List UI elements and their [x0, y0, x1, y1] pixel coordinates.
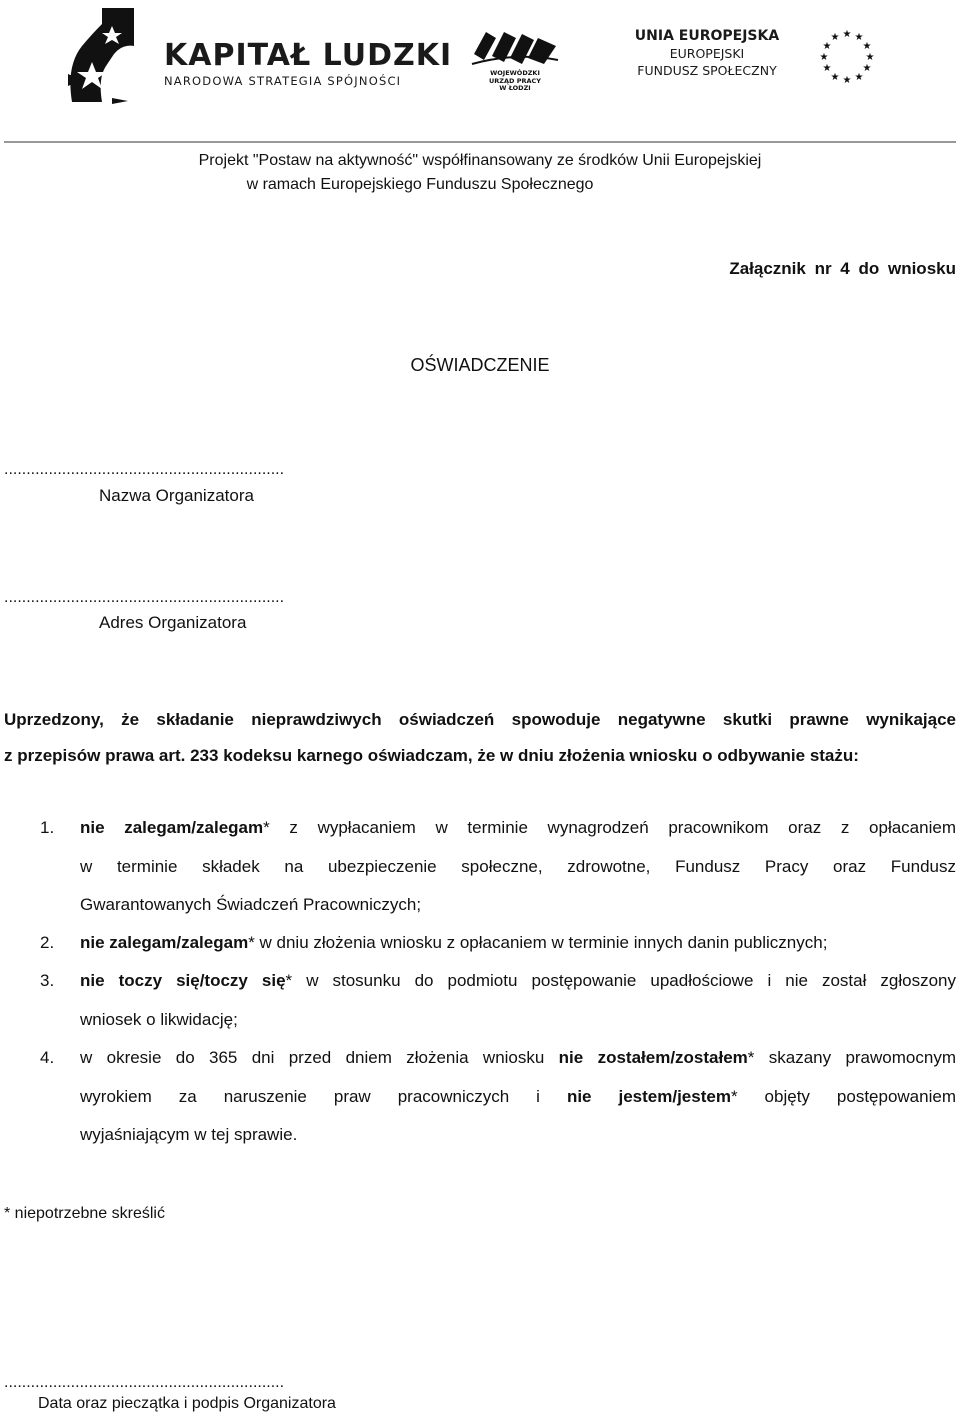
- item-2-number: 2.: [40, 933, 55, 952]
- item-4-rest-b: * objęty postępowaniem: [730, 1086, 956, 1106]
- item-2-rest: * w dniu złożenia wniosku z opłacaniem w terminie innych danin publicznych;: [248, 933, 828, 952]
- wup-line1: WOJEWÓDZKI: [490, 69, 540, 77]
- project-line-2: w ramach Europejskiego Funduszu Społecznego: [246, 176, 594, 193]
- item-1-number: 1.: [40, 818, 55, 837]
- item-4-text-a: w okresie do 365 dni przed dniem złożenia wniosku: [80, 1048, 559, 1067]
- svg-text:★: ★: [822, 63, 832, 74]
- item-1-rest: * z wypłacaniem w terminie wynagrodzeń pracownikom oraz z opłacaniem: [263, 818, 956, 837]
- svg-text:★: ★: [830, 32, 840, 43]
- item-4-number: 4.: [40, 1048, 55, 1067]
- svg-text:★: ★: [822, 41, 832, 52]
- svg-text:★: ★: [842, 75, 852, 84]
- eu-line1: UNIA EUROPEJSKA: [634, 28, 780, 44]
- eu-stars-flag-icon: [814, 28, 880, 84]
- document-title: OŚWIADCZENIE: [410, 355, 550, 375]
- svg-text:★: ★: [862, 63, 872, 74]
- item-4-line-3: wyjaśniającym w tej sprawie.: [80, 1125, 298, 1144]
- eu-line2: EUROPEJSKI: [669, 46, 745, 61]
- item-4-text-b: wyrokiem za naruszenie praw pracowniczych i: [80, 1086, 567, 1106]
- item-1-bold: nie zalegam/zalegam: [80, 818, 264, 837]
- item-2-line-1: [80, 924, 956, 963]
- item-4-line-2: [80, 1078, 956, 1117]
- footnote: * niepotrzebne skreślić: [4, 1205, 165, 1222]
- wup-line2: URZĄD PRACY: [489, 76, 541, 85]
- eu-line3: FUNDUSZ SPOŁECZNY: [637, 63, 777, 78]
- signature-line: ...............................................................: [4, 1374, 285, 1391]
- item-3: [80, 962, 956, 1039]
- svg-text:★: ★: [865, 52, 875, 63]
- item-4-bold-b: nie jestem/jestem: [566, 1086, 731, 1106]
- item-2: [80, 924, 956, 963]
- signature-label: Data oraz pieczątka i podpis Organizatora: [38, 1395, 336, 1412]
- item-3-line-2: wniosek o likwidację;: [80, 1009, 238, 1029]
- svg-text:★: ★: [862, 41, 872, 52]
- organizer-name-line: ...............................................................: [4, 461, 285, 478]
- svg-text:★: ★: [854, 72, 864, 83]
- item-4-line-1: [80, 1039, 956, 1078]
- intro-line-2: z przepisów prawa art. 233 kodeksu karnego oświadczam, że w dniu złożenia wniosku o odbywanie stażu:: [4, 746, 859, 765]
- item-3-line-1: [80, 962, 956, 1001]
- item-1-line-1: [80, 809, 956, 848]
- intro-line-1: Uprzedzony, że składanie nieprawdziwych oświadczeń spowoduje negatywne skutki prawne wynikające: [4, 710, 956, 729]
- item-2-bold: nie zalegam/zalegam: [80, 933, 249, 952]
- attachment-label: Załącznik nr 4 do wniosku: [729, 259, 956, 278]
- item-1-line-2: w terminie składek na ubezpieczenie społeczne, zdrowotne, Fundusz Pracy oraz Fundusz: [80, 856, 956, 876]
- intro-paragraph: [4, 702, 956, 774]
- header-divider: [4, 141, 956, 143]
- wup-emblem-icon: [470, 24, 560, 68]
- item-1-line-3: Gwarantowanych Świadczeń Pracowniczych;: [80, 895, 422, 914]
- organizer-name-label: Nazwa Organizatora: [99, 486, 254, 505]
- item-4-bold-a: nie zostałem/zostałem: [558, 1048, 748, 1067]
- kapital-ludzki-emblem-icon: [62, 6, 162, 106]
- item-3-bold: nie toczy się/toczy się: [80, 971, 286, 990]
- item-4-rest-a: * skazany prawomocnym: [747, 1048, 956, 1067]
- eu-logo: [628, 28, 888, 88]
- wup-line3: W ŁODZI: [499, 84, 531, 92]
- kapital-ludzki-subtitle: NARODOWA STRATEGIA SPÓJNOŚCI: [164, 74, 402, 88]
- item-4: [80, 1039, 956, 1155]
- kapital-ludzki-title: KAPITAŁ LUDZKI: [164, 38, 453, 73]
- svg-text:★: ★: [819, 52, 829, 63]
- project-line-1: Projekt "Postaw na aktywność" współfinansowany ze środków Unii Europejskiej: [198, 152, 762, 169]
- item-3-rest: * w stosunku do podmiotu postępowanie upadłościowe i nie został zgłoszony: [285, 971, 956, 990]
- svg-text:★: ★: [854, 32, 864, 43]
- kapital-ludzki-logo: [62, 6, 453, 106]
- svg-text:★: ★: [842, 29, 852, 40]
- organizer-address-line: ...............................................................: [4, 589, 285, 606]
- item-3-number: 3.: [40, 971, 55, 990]
- organizer-address-label: Adres Organizatora: [99, 613, 247, 632]
- item-1: [80, 809, 956, 925]
- wup-logo: [470, 24, 560, 102]
- svg-text:★: ★: [830, 72, 840, 83]
